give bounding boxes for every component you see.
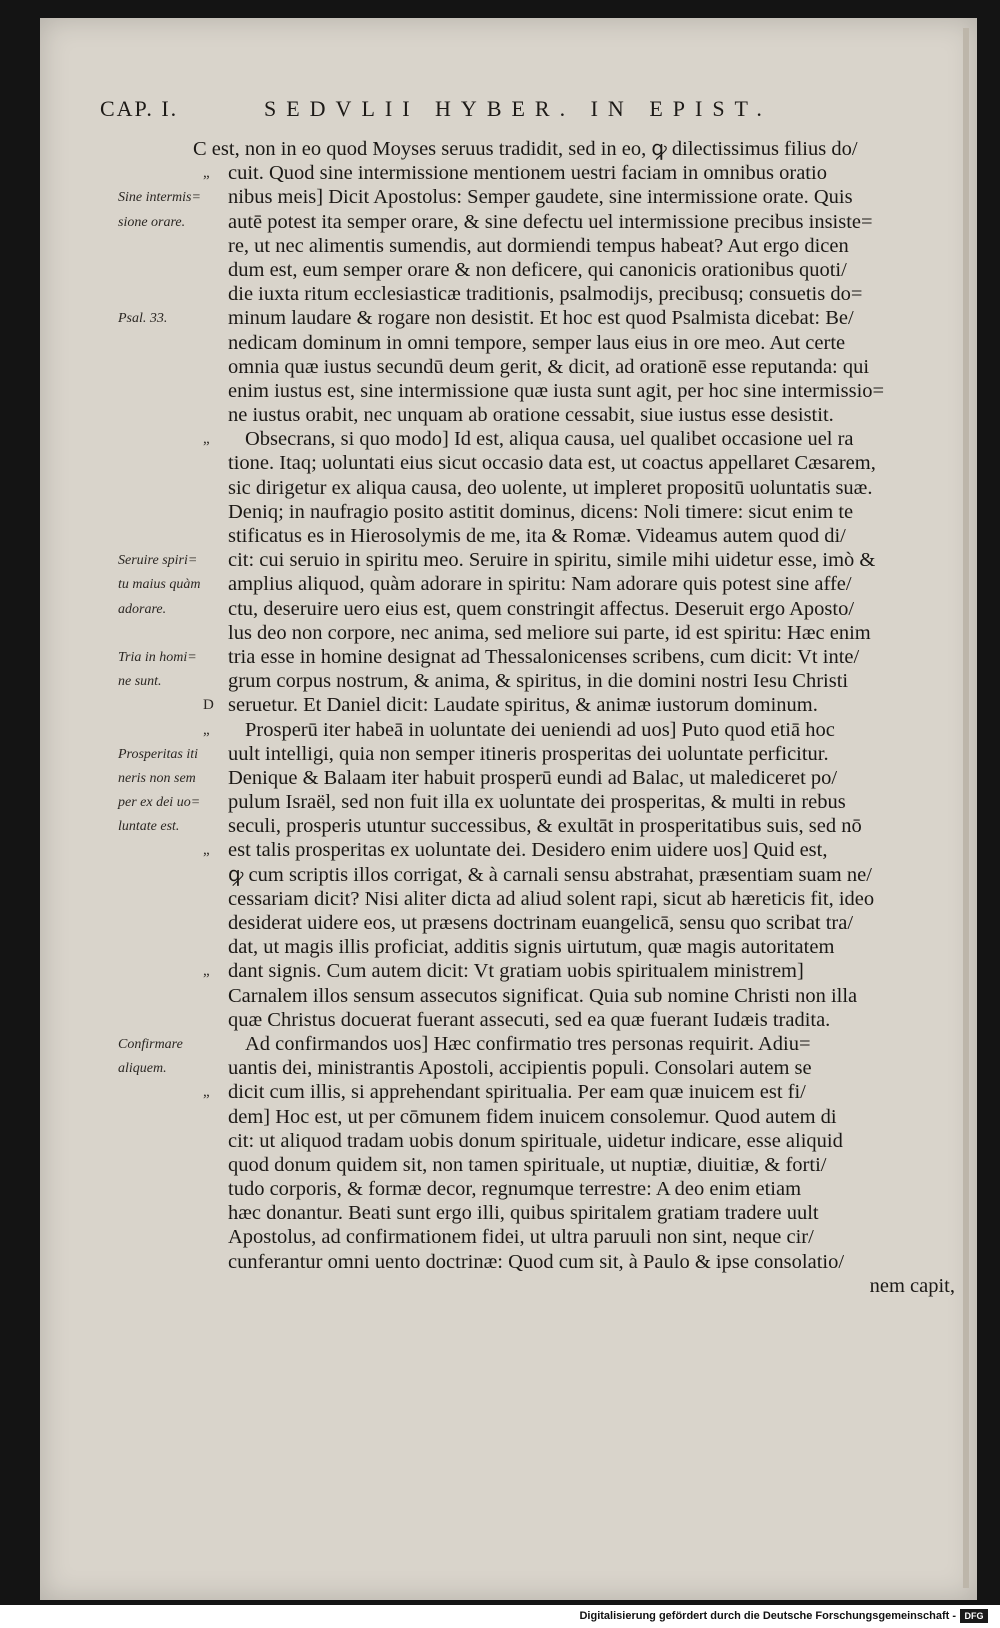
margin-note: Sine intermis=: [118, 190, 201, 206]
text-line: [100, 379, 955, 403]
margin-note: Prosperitas iti: [118, 746, 198, 762]
text-line: [100, 1032, 955, 1056]
margin-note: tu maius quàm: [118, 577, 201, 593]
line-text: nibus meis] Dicit Apostolus: Semper gaudete, sine intermissione orate. Quis: [228, 186, 853, 209]
line-text: nedicam dominum in omni tempore, semper laus eius in ore meo. Aut certe: [228, 331, 846, 354]
text-line: [100, 1177, 955, 1201]
line-text: desiderat uidere eos, ut præsens doctrinam euangelicā, sensu quo scribat tra/: [228, 912, 854, 934]
text-line: [100, 1105, 955, 1129]
line-text: dant signis. Cum autem dicit: Vt gratiam uobis spiritualem ministrem]: [228, 960, 804, 983]
line-marker: „: [203, 721, 210, 738]
text-line: [100, 645, 955, 669]
margin-note: Confirmare: [118, 1036, 183, 1052]
text-line: [100, 403, 955, 427]
text-line: [100, 1153, 955, 1177]
margin-note: ne sunt.: [118, 674, 162, 690]
margin-note: aliquem.: [118, 1061, 167, 1077]
text-line: [100, 572, 955, 596]
footer: [0, 1605, 1000, 1628]
line-text: tudo corporis, & formæ decor, regnumque terrestre: A deo enim etiam: [228, 1178, 802, 1201]
line-text: cessariam dicit? Nisi aliter dicta ad aliud solent rapi, sicut ab hæreticis fit, ideo: [228, 887, 875, 910]
text-line: [100, 718, 955, 742]
text-line: [100, 1250, 955, 1274]
line-text: Denique & Balaam iter habuit prosperū eundi ad Balac, ut malediceret po/: [228, 766, 838, 789]
line-text: uult intelligi, quia non semper itineris prosperitas dei uoluntate perficitur.: [228, 742, 829, 765]
line-text: Carnalem illos sensum assecutos significat. Quia sub nomine Christi non illa: [228, 984, 858, 1007]
line-text: cit: ut aliquod tradam uobis donum spirituale, uidetur indicare, esse aliquid: [228, 1129, 843, 1152]
text-line: [100, 331, 955, 355]
line-text: minum laudare & rogare non desistit. Et hoc est quod Psalmista dicebat: Be/: [228, 307, 854, 330]
text-line: [100, 935, 955, 959]
text-line: [100, 597, 955, 621]
text-line: [100, 524, 955, 548]
text-line: [100, 306, 955, 330]
text-line: [100, 790, 955, 814]
line-text: quæ Christus docuerat fuerant assecuti, sed ea quæ fuerant Iudæis tradita.: [228, 1008, 831, 1031]
margin-note: per ex dei uo=: [118, 795, 201, 811]
text-line: [100, 1201, 955, 1225]
digitization-credit: Digitalisierung gefördert durch die Deutsche Forschungsgemeinschaft -: [579, 1610, 956, 1622]
line-text: seculi, prosperis utuntur successibus, & exultāt in prosperitatibus suis, sed nō: [228, 815, 862, 838]
line-text: C est, non in eo quod Moyses seruus tradidit, sed in eo, ꝙ dilectissimus filius do/: [193, 138, 858, 160]
text-line: [100, 1129, 955, 1153]
margin-note: Tria in homi=: [118, 649, 197, 665]
text-line: [100, 185, 955, 209]
text-line: [100, 282, 955, 306]
margin-note: adorare.: [118, 601, 167, 617]
text-line: [100, 838, 955, 862]
text-line: [100, 137, 955, 161]
line-marker: D: [203, 697, 214, 714]
line-text: enim iustus est, sine intermissione quæ iusta sunt agit, per hoc sine intermissio=: [228, 379, 885, 402]
line-text: dem] Hoc est, ut per cōmunem fidem inuicem consolemur. Quod autem di: [228, 1105, 837, 1128]
text-line: [100, 161, 955, 185]
line-marker: „: [203, 963, 210, 980]
text-line: [100, 234, 955, 258]
line-text: stificatus es in Hierosolymis de me, ita & Romæ. Videamus autem quod di/: [228, 525, 846, 547]
page-header: [100, 96, 880, 130]
line-text: cuit. Quod sine intermissione mentionem uestri faciam in omnibus oratio: [228, 162, 827, 185]
line-text: seruetur. Et Daniel dicit: Laudate spiritus, & animæ iustorum dominum.: [228, 694, 818, 717]
line-text: lus deo non corpore, nec anima, sed meliore sui parte, id est spiritu: Hæc enim: [228, 621, 871, 644]
text-line: [100, 693, 955, 717]
line-text: dat, ut magis illis proficiat, additis signis uirtutum, quæ magis autoritatem: [228, 936, 835, 959]
dfg-logo-icon: DFG: [960, 1609, 988, 1623]
line-text: Obsecrans, si quo modo] Id est, aliqua causa, uel qualibet occasione uel ra: [245, 428, 854, 451]
margin-note: Seruire spiri=: [118, 553, 198, 569]
line-marker: „: [203, 431, 210, 448]
text-line: [100, 984, 955, 1008]
line-marker: „: [203, 842, 210, 859]
text-line: [100, 548, 955, 572]
margin-note: neris non sem: [118, 770, 196, 786]
margin-note: sione orare.: [118, 214, 186, 230]
line-text: Ad confirmandos uos] Hæc confirmatio tres personas requirit. Adiu=: [245, 1032, 811, 1055]
line-text: hæc donantur. Beati sunt ergo illi, quibus spiritalem gratiam tradere uult: [228, 1202, 819, 1225]
line-text: dum est, eum semper orare & non deficere, qui canonicis orationibus quoti/: [228, 258, 847, 281]
text-line: [100, 1008, 955, 1032]
text-line: [100, 451, 955, 475]
text-line: [100, 1274, 955, 1298]
line-marker: „: [203, 1084, 210, 1101]
text-line: [100, 1225, 955, 1249]
line-text: cit: cui seruio in spiritu meo. Seruire in spiritu, simile mihi uidetur esse, imò &: [228, 549, 876, 572]
text-line: [100, 500, 955, 524]
line-text: grum corpus nostrum, & anima, & spiritus, in die domini nostri Iesu Christi: [228, 670, 849, 693]
text-line: [100, 427, 955, 451]
line-text: est talis prosperitas ex uoluntate dei. Desidero enim uidere uos] Quid est,: [228, 839, 828, 862]
text-line: [100, 911, 955, 935]
text-line: [100, 863, 955, 887]
line-text: nem capit,: [869, 1274, 955, 1297]
line-text: ctu, deseruire uero eius est, quem constringit affectus. Deseruit ergo Aposto/: [228, 597, 855, 620]
line-text: amplius aliquod, quàm adorare in spiritu: Nam adorare quis potest sine affe/: [228, 573, 852, 596]
text-line: [100, 887, 955, 911]
text-line: [100, 476, 955, 500]
page-edge: [963, 28, 969, 1588]
line-text: cunferantur omni uento doctrinæ: Quod cum sit, à Paulo & ipse consolatio/: [228, 1250, 845, 1273]
chapter-label: CAP. I.: [100, 96, 179, 121]
text-line: [100, 742, 955, 766]
line-marker: „: [203, 165, 210, 182]
text-line: [100, 621, 955, 645]
text-body: [100, 137, 955, 1298]
text-line: [100, 258, 955, 282]
line-text: tione. Itaq; uoluntati eius sicut occasio data est, ut coactus appellaret Cæsarem,: [228, 452, 876, 475]
text-line: [100, 766, 955, 790]
text-line: [100, 669, 955, 693]
line-text: dicit cum illis, si apprehendant spiritualia. Per eam quæ inuicem est fi/: [228, 1081, 806, 1104]
text-line: [100, 355, 955, 379]
text-line: [100, 1080, 955, 1104]
line-text: sic dirigetur ex aliqua causa, deo uolente, ut impleret propositū uoluntatis suæ.: [228, 476, 873, 499]
line-text: re, ut nec alimentis sumendis, aut dormiendi tempus habeat? Aut ergo dicen: [228, 234, 849, 257]
line-text: Deniq; in naufragio posito astitit dominus, dicens: Noli timere: sicut enim te: [228, 500, 854, 523]
text-line: [100, 959, 955, 983]
line-text: Prosperū iter habeā in uoluntate dei ueniendi ad uos] Puto quod etiā hoc: [245, 718, 835, 741]
line-text: omnia quæ iustus secundū deum gerit, & dicit, ad orationē esse reputanda: qui: [228, 355, 870, 378]
line-text: tria esse in homine designat ad Thessalonicenses scribens, cum dicit: Vt inte/: [228, 645, 860, 668]
line-text: ꝙ cum scriptis illos corrigat, & à carnali sensu abstrahat, præsentiam suam ne/: [228, 863, 872, 886]
text-line: [100, 210, 955, 234]
text-line: [100, 814, 955, 838]
text-line: [100, 1056, 955, 1080]
line-text: Apostolus, ad confirmationem fidei, ut ultra paruuli non sint, neque cir/: [228, 1226, 814, 1249]
line-text: quod donum quidem sit, non tamen spirituale, ut nuptiæ, diuitiæ, & forti/: [228, 1153, 827, 1176]
line-text: ne iustus orabit, nec unquam ab oratione cessabit, siue iustus esse desistit.: [228, 404, 834, 427]
line-text: autē potest ita semper orare, & sine defectu uel intermissione precibus insiste=: [228, 210, 873, 233]
line-text: die iuxta ritum ecclesiasticæ traditionis, psalmodijs, precibusq; consuetis do=: [228, 283, 863, 306]
margin-note: Psal. 33.: [118, 311, 168, 327]
margin-note: luntate est.: [118, 819, 180, 835]
line-text: pulum Israël, sed non fuit illa ex uoluntate dei prosperitas, & multi in rebus: [228, 791, 846, 814]
running-title: SEDVLII HYBER. IN EPIST.: [264, 96, 772, 121]
line-text: uantis dei, ministrantis Apostoli, accipientis populi. Consolari autem se: [228, 1057, 812, 1080]
